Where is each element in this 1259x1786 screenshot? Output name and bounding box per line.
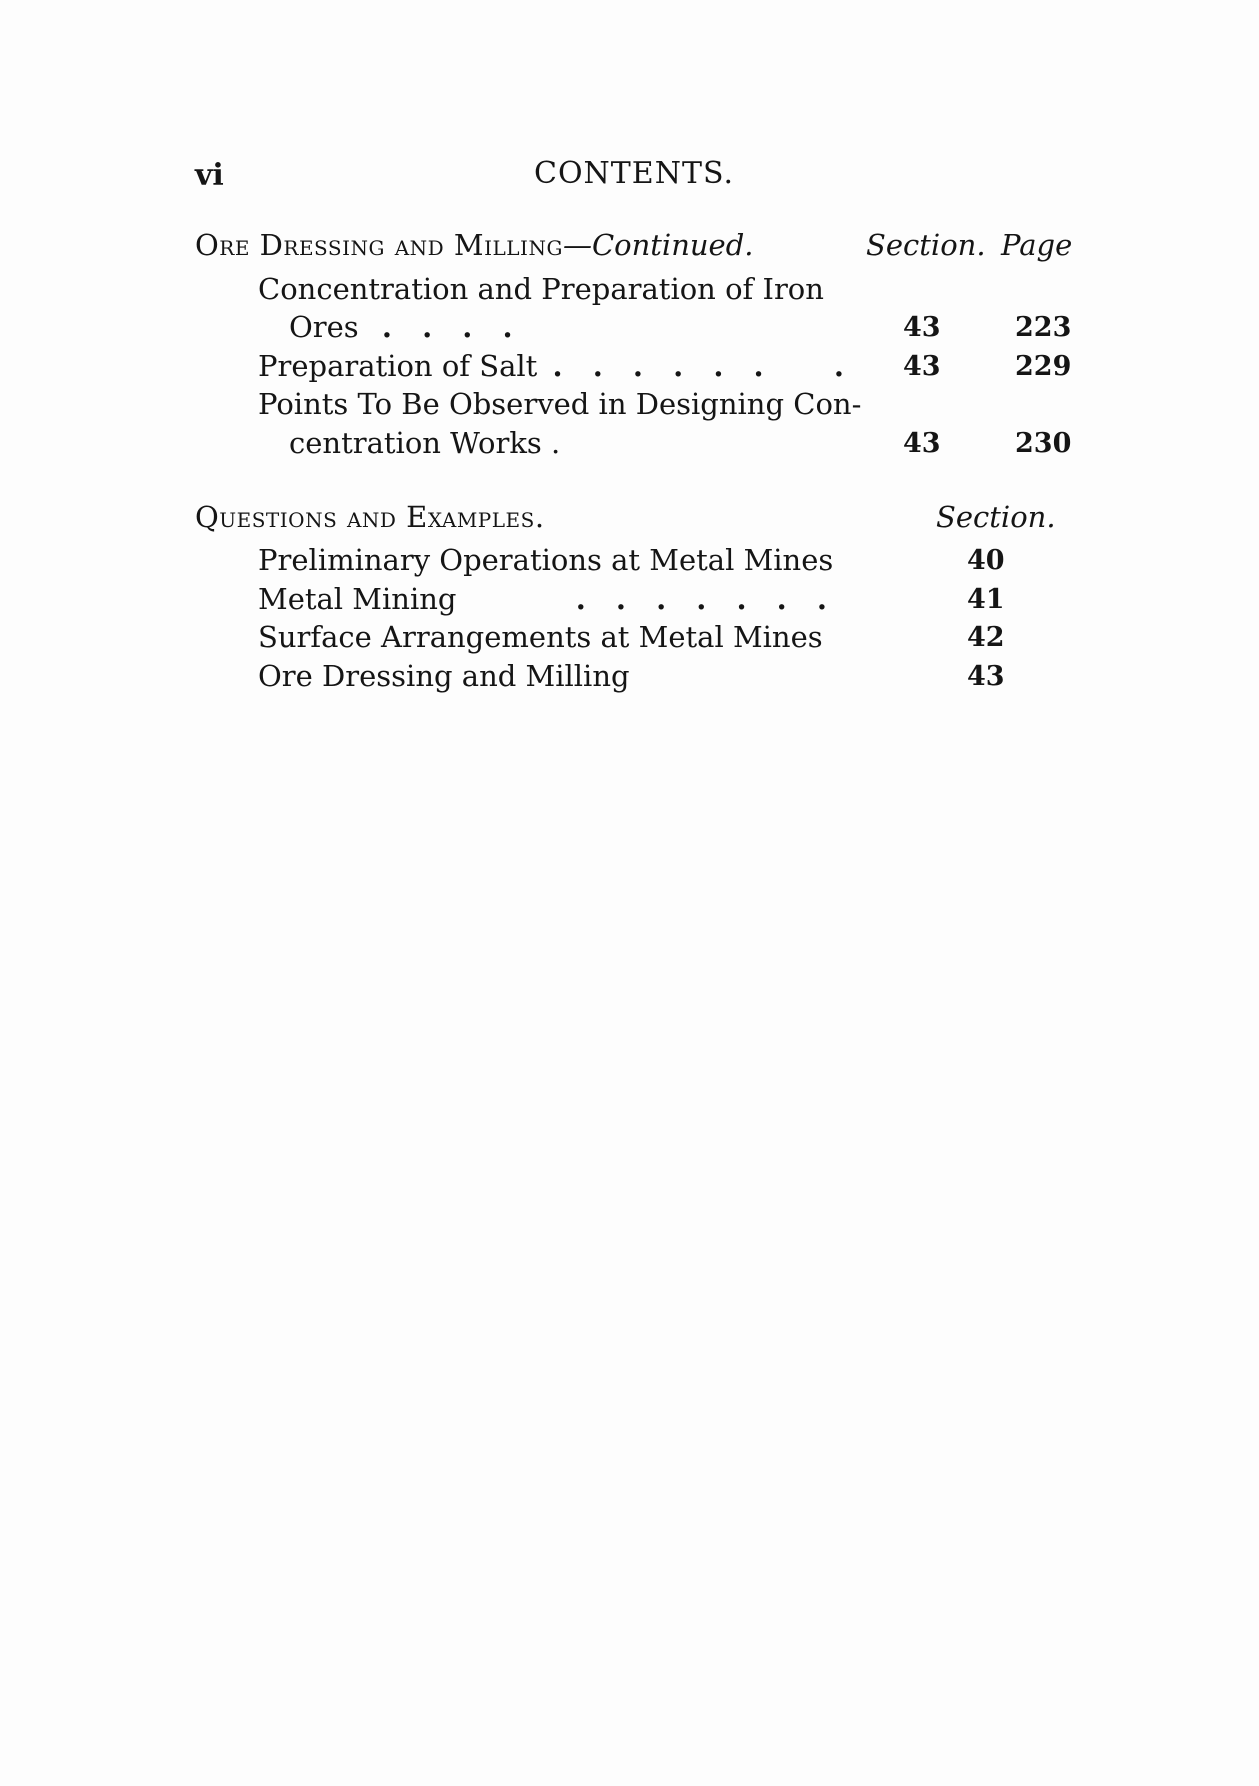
toc-entry-label: Ores [289, 310, 359, 344]
page-folio: vi [195, 158, 224, 193]
toc-entry-line: centration Works . [289, 426, 561, 460]
toc-entry-page: 229 [1015, 351, 1072, 382]
leader-dots: . . . . . . . [552, 349, 854, 383]
section1-col-section: Section. [866, 228, 986, 262]
page-title: CONTENTS. [534, 156, 734, 191]
toc-entry-page: 230 [1015, 428, 1072, 459]
toc-entry-label: Ore Dressing and Milling [258, 659, 630, 693]
toc-entry-label: Metal Mining [258, 582, 457, 616]
toc-entry-line: Concentration and Preparation of Iron [258, 272, 824, 306]
toc-entry-label: Preparation of Salt [258, 349, 538, 383]
toc-entry-label: Surface Arrangements at Metal Mines [258, 620, 823, 654]
toc-entry-section: 43 [903, 312, 941, 343]
section2-col-section: Section. [936, 500, 1056, 534]
section1-heading [195, 228, 754, 262]
leader-dots: . . . . [381, 310, 523, 344]
leader-dots: . . . . . . . [575, 582, 837, 616]
toc-entry-line: Points To Be Observed in Designing Con- [258, 387, 862, 421]
toc-entry-page: 223 [1015, 312, 1072, 343]
section1-heading-continued: —Continued. [562, 228, 754, 262]
toc-entry-section: 43 [903, 428, 941, 459]
section2-heading: Questions and Examples. [195, 500, 545, 534]
toc-entry-line [258, 349, 854, 383]
section1-heading-text: Ore Dressing and Milling [195, 228, 563, 262]
toc-entry-section: 41 [967, 584, 1005, 615]
section1-col-page: Page [1001, 228, 1073, 262]
toc-entry-section: 42 [967, 622, 1005, 653]
toc-entry-line [289, 310, 523, 344]
toc-entry-section: 43 [967, 661, 1005, 692]
toc-entry-line [258, 582, 837, 616]
toc-entry-section: 40 [967, 545, 1005, 576]
toc-entry-label: Preliminary Operations at Metal Mines [258, 543, 834, 577]
toc-entry-section: 43 [903, 351, 941, 382]
